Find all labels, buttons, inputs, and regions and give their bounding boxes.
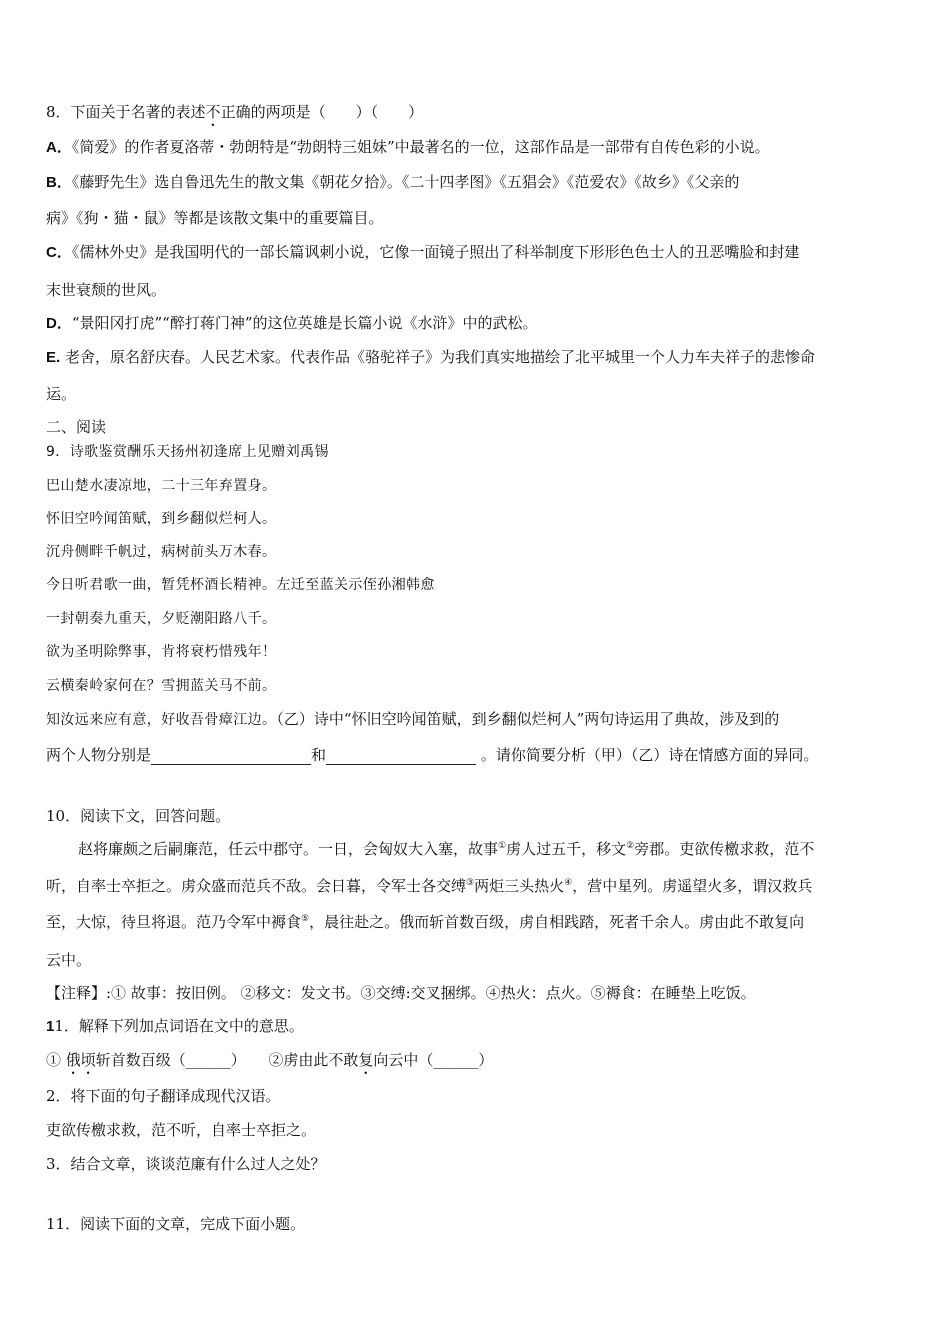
answer-blank[interactable]	[151, 748, 311, 765]
q8-stem: 8．下面关于名著的表述不正确的两项是（ ）（ ）	[46, 103, 424, 121]
poem-line: 一封朝奏九重天，夕贬潮阳路八千。	[46, 611, 277, 627]
poem-line: 欲为圣明除弊事，肯将衰朽惜残年！	[46, 644, 277, 660]
q10-passage-line: 云中。	[46, 951, 92, 969]
q10-passage-line: 赵将廉颇之后嗣廉范，任云中郡守。一日，会匈奴大入塞，故事①虏人过五千，移文②旁郡。吏欲传檄求救，范不	[78, 840, 815, 858]
poem-line: 怀旧空吟闻笛赋，到乡翻似烂柯人。	[46, 511, 277, 527]
q10-sub1-items: ① 俄顷斩首数百级（______） ②虏由此不敢复向云中（______）	[46, 1051, 494, 1069]
q8-option-b-cont: 病》《狗・猫・鼠》等都是该散文集中的重要篇目。	[46, 209, 384, 227]
q8-option-c-cont: 末世衰颓的世风。	[46, 281, 167, 299]
q10-sub2: 2．将下面的句子翻译成现代汉语。	[46, 1087, 281, 1105]
poem-line: 今日听君歌一曲，暂凭杯酒长精神。左迁至蓝关示侄孙湘韩愈	[46, 577, 435, 593]
q8-option-a: A．《简爱》的作者夏洛蒂・勃朗特是“勃朗特三姐妹”中最著名的一位，这部作品是一部带有自传色彩的小说。	[46, 138, 770, 156]
q11-title: 11．阅读下面的文章，完成下面小题。	[46, 1215, 306, 1233]
q10-sub3: 3．结合文章，谈谈范廉有什么过人之处？	[46, 1155, 326, 1173]
q8-stem-emphasis: 不	[205, 103, 221, 121]
answer-blank[interactable]	[326, 748, 476, 765]
q8-option-d: D．“景阳冈打虎”“醉打蒋门神”的这位英雄是长篇小说《水浒》中的武松。	[46, 314, 538, 332]
q9-title: 9．诗歌鉴赏酬乐天扬州初逢席上见赠刘禹锡	[46, 444, 329, 460]
q8-option-e: E. 老舍，原名舒庆春。人民艺术家。代表作品《骆驼祥子》为我们真实地描绘了北平城里一个人力车夫祥子的悲惨命	[46, 348, 815, 366]
q10-sub1: 11．解释下列加点词语在文中的意思。	[46, 1017, 304, 1035]
q10-sub2-text: 吏欲传檄求救，范不听，自率士卒拒之。	[46, 1121, 317, 1139]
q10-passage-line: 听，自率士卒拒之。虏众盛而范兵不敌。会日暮，令军士各交缚③两炬三头热火④，营中星列。虏遥望火多，谓汉救兵	[46, 877, 813, 895]
poem-line: 巴山楚水凄凉地，二十三年弃置身。	[46, 478, 277, 494]
poem-line: 知汝远来应有意，好收吾骨瘴江边。	[46, 712, 277, 728]
q8-option-b: B．《藤野先生》选自鲁迅先生的散文集《朝花夕拾》。《二十四孝图》《五猖会》《范爱农》《故乡》《父亲的	[46, 173, 740, 191]
q8-option-e-cont: 运。	[46, 385, 77, 403]
poem-line: 沉舟侧畔千帆过，病树前头万木春。	[46, 544, 277, 560]
q10-notes: 【注释】:① 故事：按旧例。 ②移文：发文书。③交缚:交叉捆绑。④热火：点火。⑤褥食：在睡垫上吃饭。	[46, 984, 756, 1002]
poem-line: 云横秦岭家何在？雪拥蓝关马不前。	[46, 678, 277, 694]
q9-question-cont: 两个人物分别是 和 。请你简要分析（甲）（乙）诗在情感方面的异同。	[46, 746, 819, 764]
section-heading: 二、阅读	[46, 418, 107, 436]
q10-passage-line: 至，大惊，待旦将退。范乃令军中褥食⑤，晨往赴之。俄而斩首数百级，虏自相践踏，死者千余人。虏由此不敢复向	[46, 913, 805, 931]
q9-question: 知汝远来应有意，好收吾骨瘴江边。（乙）诗中“怀旧空吟闻笛赋，到乡翻似烂柯人”两句诗运用了典故，涉及到的	[46, 710, 780, 728]
q10-title: 10．阅读下文，回答问题。	[46, 807, 231, 825]
q8-option-c: C．《儒林外史》是我国明代的一部长篇讽刺小说，它像一面镜子照出了科举制度下形形色色士人的丑恶嘴脸和封建	[46, 243, 800, 261]
